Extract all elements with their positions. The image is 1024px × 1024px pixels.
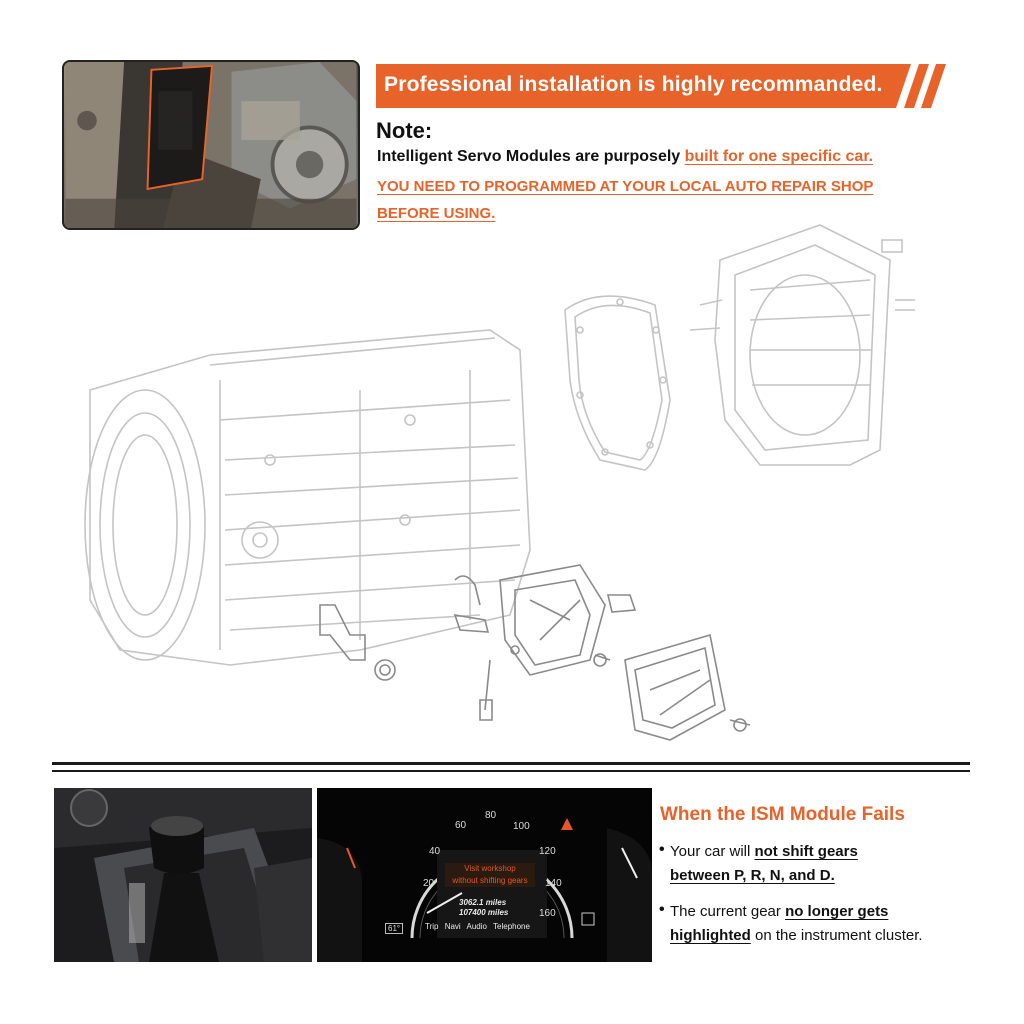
transmission-housing [85,330,530,665]
trip-miles: 3062.1 miles [459,898,507,907]
failure-title: When the ISM Module Fails [660,804,905,825]
bullet-1-bold-1: not shift gears [754,843,858,860]
note-prefix: Intelligent Servo Modules are purposely [377,148,685,165]
installation-banner [376,64,946,108]
engine-bay-photo [62,60,360,230]
total-miles: 107400 miles [459,908,509,917]
cover-plate [625,635,750,740]
bullet-2-bold-1: no longer gets [785,903,889,920]
bullet-1-bold-2: between P, R, N, and D. [670,867,835,884]
note-title: Note: [376,118,433,143]
dial-label: 160 [539,908,556,919]
dial-label: 140 [545,878,562,889]
warning-line-2: BEFORE USING. [377,205,496,222]
bullet-dot: • [659,901,665,918]
dial-label: 20 [423,878,435,889]
warning-line-1: YOU NEED TO PROGRAMMED AT YOUR LOCAL AUTO REPAIR SHOP [377,178,874,195]
cluster-message-line-1: Visit workshop [464,864,516,873]
section-divider [52,762,970,765]
bullet-2-prefix: The current gear [670,903,786,920]
bullet-2-suffix: on the instrument cluster. [750,927,923,944]
cluster-odometer [459,898,508,918]
engine-bay-illustration [64,62,358,228]
cluster-temp-box: 61° [385,923,403,934]
dial-label: 80 [485,810,497,821]
bullet-2-bold-2: highlighted [670,927,751,944]
gear-shifter-photo [54,788,312,962]
instrument-cluster-photo [317,788,652,962]
dial-label: 120 [539,846,556,857]
transmission-exploded-diagram [60,220,970,760]
gear-shifter-illustration [54,788,312,962]
gasket [565,296,670,470]
dial-label: 100 [513,821,530,832]
cluster-message-line-2: without shifting gears [452,876,528,885]
diagram-line-art [60,220,970,760]
bullet-1-prefix: Your car will [670,843,755,860]
ism-module [455,565,635,720]
dial-label: 40 [429,846,441,857]
failure-bullet-1 [659,840,959,888]
dial-label: 60 [455,820,467,831]
failure-bullet-2 [659,900,989,948]
bell-housing [690,225,915,465]
note-highlight: built for one specific car. [684,148,874,165]
section-divider-thin [52,770,970,772]
cluster-warning-message [445,863,535,887]
banner-text: Professional installation is highly recommanded. [384,73,883,96]
bullet-body [670,840,959,888]
bullet-dot: • [659,841,665,858]
note-line [377,148,873,166]
bullet-body [670,900,989,948]
bracket [320,605,395,680]
cluster-menu: Trip Navi Audio Telephone [425,922,530,931]
